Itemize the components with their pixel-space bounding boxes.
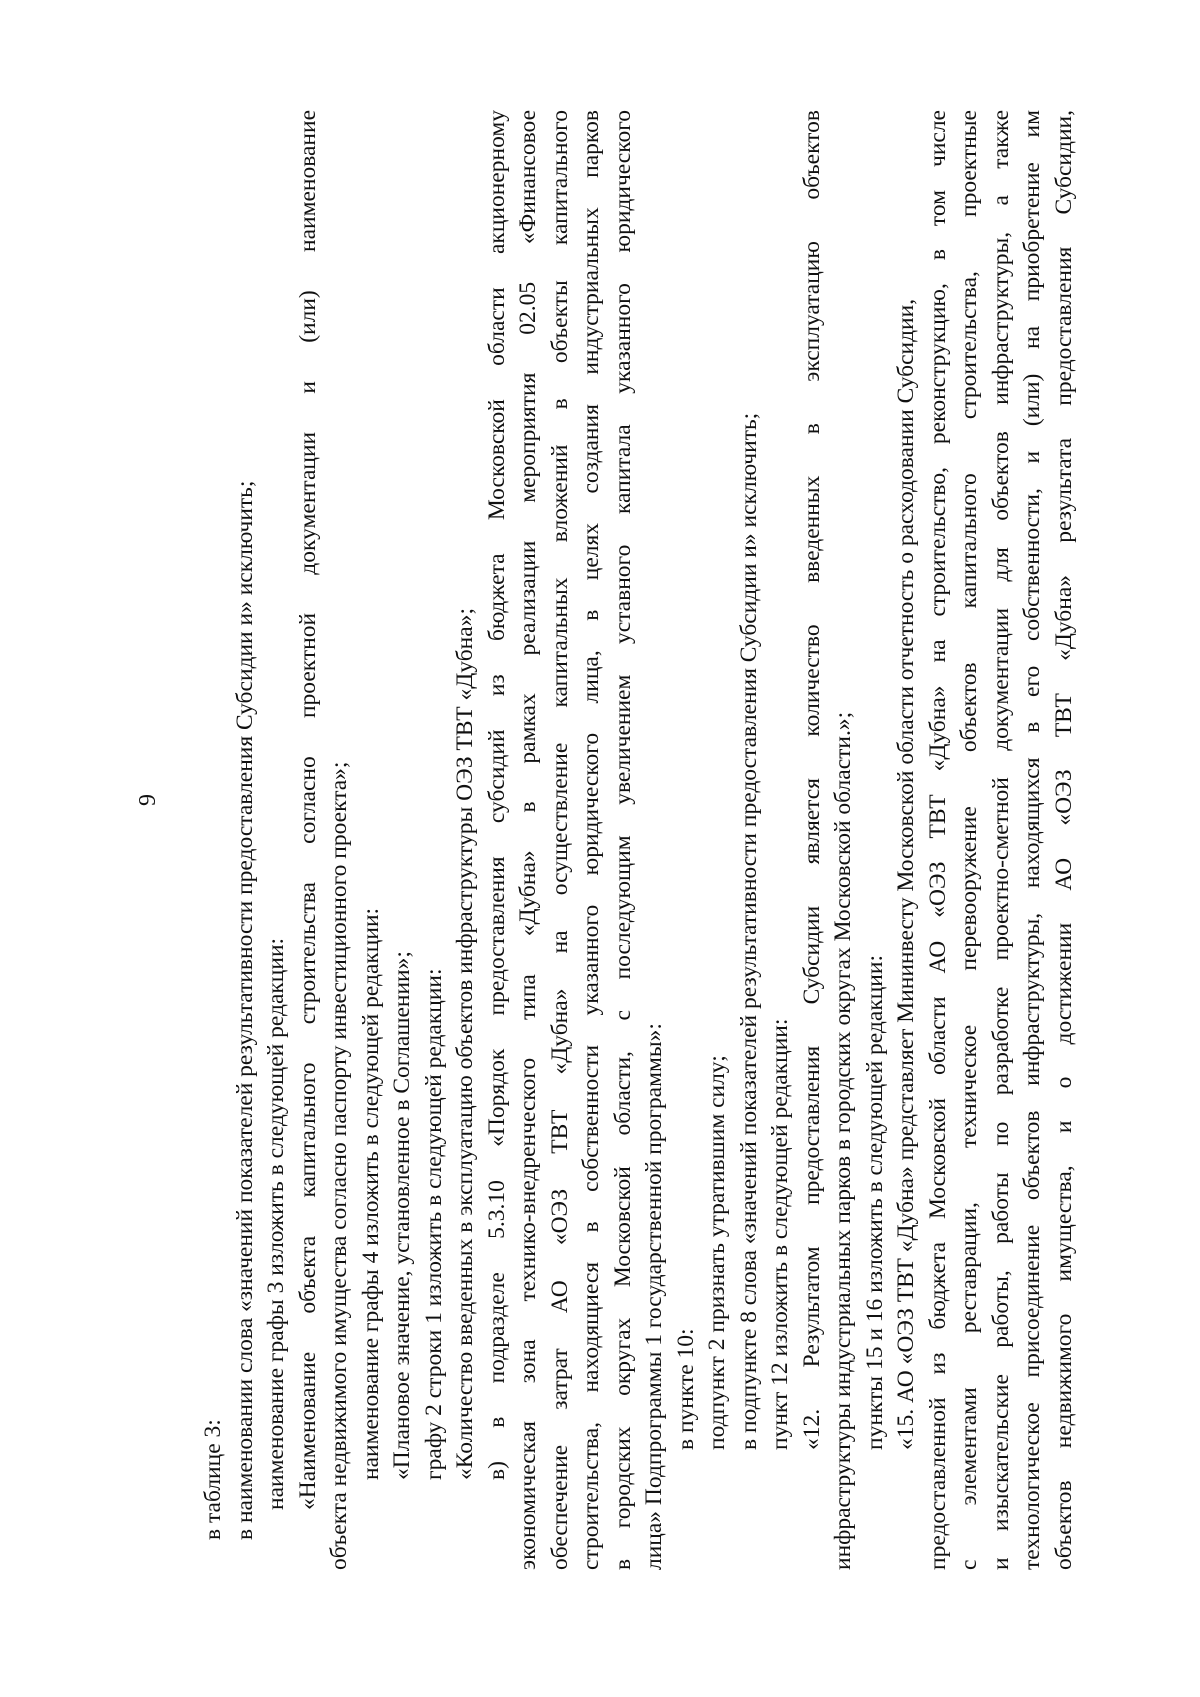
text-line: технологическое присоединение объектов инфраструктуры, находящихся в его собственности, и (или) на приобретение им — [1019, 110, 1045, 1570]
text-line: пункт 12 изложить в следующей редакции: — [767, 1018, 793, 1450]
document-body — [198, 110, 1080, 1570]
text-line: строительства, находящиеся в собственности указанного юридического лица, в целях создания индустриальных парков — [578, 110, 604, 1570]
text-line: «Плановое значение, установленное в Соглашении»; — [389, 951, 415, 1480]
text-line: графу 2 строки 1 изложить в следующей редакции: — [420, 968, 447, 1480]
text-line: наименование графы 4 изложить в следующей редакции: — [357, 907, 384, 1480]
text-line: «Количество введенных в эксплуатацию объектов инфраструктуры ОЭЗ ТВТ «Дубна»; — [452, 608, 478, 1480]
text-line: пункты 15 и 16 изложить в следующей редакции: — [861, 955, 888, 1450]
page-number: 9 — [135, 794, 161, 806]
text-line: и изыскательские работы, работы по разработке проектно-сметной документации для объектов инфраструктуры, а также — [987, 110, 1014, 1570]
text-line: объектов недвижимого имущества, и о достижении АО «ОЭЗ ТВТ «Дубна» результата предоставления Субсидии, — [1050, 110, 1077, 1570]
text-line: «12. Результатом предоставления Субсидии является количество введенных в эксплуатацию объектов — [798, 110, 825, 1450]
text-line: экономическая зона технико-внедренческого типа «Дубна» в рамках реализации мероприятия 02.05 «Финансовое — [515, 110, 541, 1570]
text-line: в таблице 3: — [200, 1419, 226, 1540]
rotated-text-frame — [135, 30, 1135, 1570]
text-line: обеспечение затрат АО «ОЭЗ ТВТ «Дубна» на осуществление капитальных вложений в объекты капитального — [546, 110, 573, 1570]
text-line: наименование графы 3 изложить в следующей редакции: — [263, 937, 289, 1510]
text-line: в наименовании слова «значений показателей результативности предоставления Субсидии и» исключить; — [231, 480, 258, 1540]
text-line: в пункте 10: — [672, 1328, 699, 1450]
text-line: в городских округах Московской области, с последующим увеличением уставного капитала указанного юридического — [609, 110, 636, 1570]
text-line: лица» Подпрограммы 1 государственной программы»: — [641, 1023, 667, 1570]
text-line: «15. АО «ОЭЗ ТВТ «Дубна» представляет Мининвесту Московской области отчетность о расходовании Субсидии, — [893, 298, 919, 1450]
text-line: в) в подразделе 5.3.10 «Порядок предоставления субсидий из бюджета Московской области акционерному — [483, 110, 510, 1480]
text-line: объекта недвижимого имущества согласно паспорту инвестиционного проекта»; — [326, 761, 352, 1570]
text-line: с элементами реставрации, техническое перевооружение объектов капитального строительства, проектные — [956, 110, 982, 1570]
text-line: «Наименование объекта капитального строительства согласно проектной документации и (или) наименование — [294, 110, 321, 1510]
text-line: подпункт 2 признать утратившим силу; — [704, 1055, 730, 1450]
text-line: предоставленной из бюджета Московской области АО «ОЭЗ ТВТ «Дубна» на строительство, реконструкцию, в том числе — [924, 110, 951, 1570]
text-line: инфраструктуры индустриальных парков в городских округах Московской области.»; — [830, 711, 856, 1570]
text-line: в подпункте 8 слова «значений показателей результативности предоставления Субсидии и» исключить; — [735, 412, 762, 1450]
